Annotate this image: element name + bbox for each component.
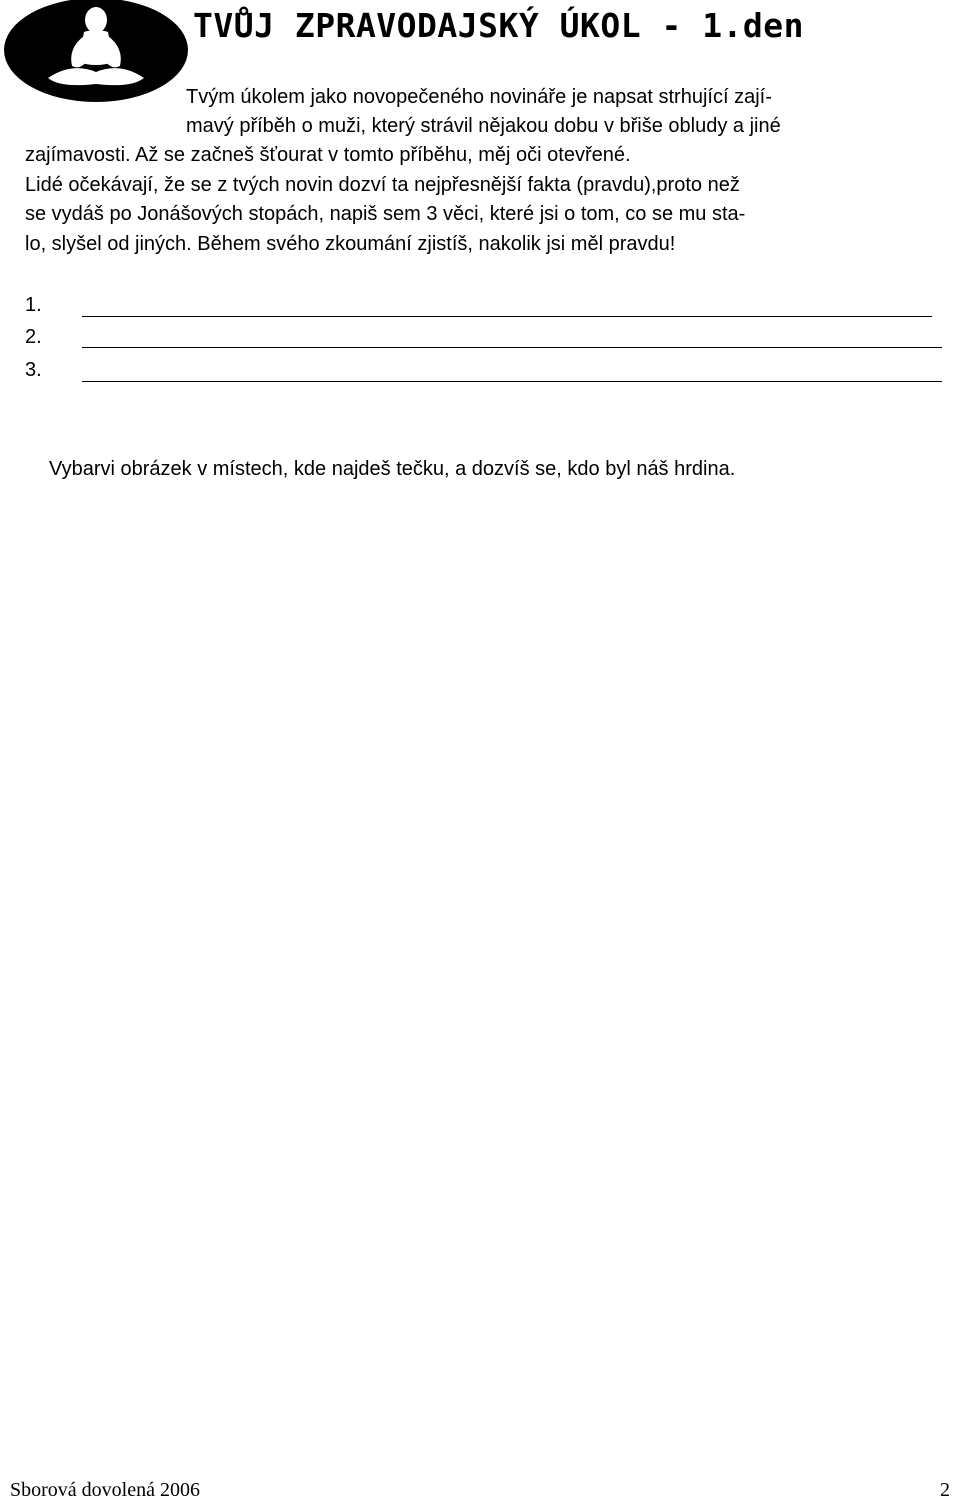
meditating-figure-logo-icon — [2, 0, 190, 108]
intro-text-line: Lidé očekávají, že se z tvých novin dozví ta nejpřesnější fakta (pravdu),proto než — [25, 174, 740, 196]
page-number: 2 — [940, 1479, 950, 1501]
page-title: TVŮJ ZPRAVODAJSKÝ ÚKOL - 1.den — [193, 6, 805, 45]
answer-line-3[interactable] — [82, 381, 942, 382]
intro-text-line: mavý příběh o muži, který strávil nějakou dobu v břiše obludy a jiné — [186, 115, 781, 137]
answer-line-2[interactable] — [82, 347, 942, 348]
intro-text-line: Tvým úkolem jako novopečeného novináře je napsat strhující zají- — [186, 86, 772, 108]
intro-text-line: se vydáš po Jonášových stopách, napiš sem 3 věci, které jsi o tom, co se mu sta- — [25, 203, 746, 225]
answer-number-2: 2. — [25, 326, 42, 348]
answer-number-3: 3. — [25, 359, 42, 381]
coloring-instruction: Vybarvi obrázek v místech, kde najdeš tečku, a dozvíš se, kdo byl náš hrdina. — [49, 458, 736, 480]
intro-text-line: zajímavosti. Až se začneš šťourat v tomto příběhu, měj oči otevřené. — [25, 144, 631, 166]
answer-line-1[interactable] — [82, 316, 932, 317]
intro-text-line: lo, slyšel od jiných. Během svého zkoumání zjistíš, nakolik jsi měl pravdu! — [25, 233, 676, 255]
footer-text: Sborová dovolená 2006 — [10, 1479, 200, 1501]
answer-number-1: 1. — [25, 294, 42, 316]
